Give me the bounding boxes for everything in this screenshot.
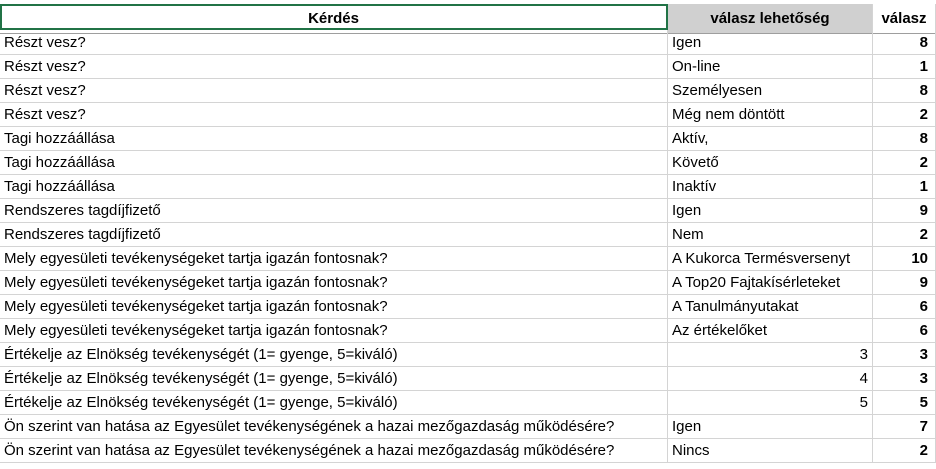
answer-option-cell[interactable]: 4 [668, 367, 873, 391]
table-row [0, 391, 936, 415]
answer-option-cell[interactable]: A Kukorca Termésversenyt [668, 247, 873, 271]
question-cell[interactable]: Ön szerint van hatása az Egyesület tevékenységének a hazai mezőgazdaság működésére? [0, 439, 668, 463]
question-cell[interactable]: Értékelje az Elnökség tevékenységét (1= gyenge, 5=kiváló) [0, 391, 668, 415]
table-row [0, 127, 936, 151]
answer-count-cell[interactable]: 8 [873, 31, 936, 55]
answer-option-cell[interactable]: Még nem döntött [668, 103, 873, 127]
table-row [0, 55, 936, 79]
table-row [0, 319, 936, 343]
table-row [0, 223, 936, 247]
answer-count-cell[interactable]: 7 [873, 415, 936, 439]
table-row [0, 367, 936, 391]
question-cell[interactable]: Tagi hozzáállása [0, 175, 668, 199]
question-cell[interactable]: Rendszeres tagdíjfizető [0, 223, 668, 247]
question-cell[interactable]: Értékelje az Elnökség tevékenységét (1= gyenge, 5=kiváló) [0, 343, 668, 367]
answer-count-cell[interactable]: 2 [873, 151, 936, 175]
question-cell[interactable]: Ön szerint van hatása az Egyesület tevékenységének a hazai mezőgazdaság működésére? [0, 415, 668, 439]
question-cell[interactable]: Értékelje az Elnökség tevékenységét (1= gyenge, 5=kiváló) [0, 367, 668, 391]
question-cell[interactable]: Részt vesz? [0, 31, 668, 55]
answer-count-cell[interactable]: 3 [873, 343, 936, 367]
answer-count-cell[interactable]: 2 [873, 223, 936, 247]
answer-option-cell[interactable]: Nincs [668, 439, 873, 463]
answer-count-cell[interactable]: 10 [873, 247, 936, 271]
answer-count-cell[interactable]: 9 [873, 199, 936, 223]
header-cell-valasz-lehetoseg[interactable]: válasz lehetőség [668, 4, 873, 34]
answer-option-cell[interactable]: Aktív, [668, 127, 873, 151]
question-cell[interactable]: Rendszeres tagdíjfizető [0, 199, 668, 223]
header-cell-kerdes[interactable]: Kérdés [0, 4, 668, 34]
answer-count-cell[interactable]: 1 [873, 55, 936, 79]
table-row [0, 79, 936, 103]
question-cell[interactable]: Részt vesz? [0, 79, 668, 103]
answer-option-cell[interactable]: Inaktív [668, 175, 873, 199]
answer-count-cell[interactable]: 8 [873, 127, 936, 151]
question-cell[interactable]: Mely egyesületi tevékenységeket tartja igazán fontosnak? [0, 271, 668, 295]
question-cell[interactable]: Részt vesz? [0, 103, 668, 127]
table-row [0, 199, 936, 223]
table-row [0, 439, 936, 463]
answer-option-cell[interactable]: Igen [668, 31, 873, 55]
table-row [0, 295, 936, 319]
table-row [0, 31, 936, 55]
header-row [0, 4, 936, 34]
table-row [0, 415, 936, 439]
table-row [0, 247, 936, 271]
question-cell[interactable]: Mely egyesületi tevékenységeket tartja igazán fontosnak? [0, 295, 668, 319]
table-row [0, 151, 936, 175]
answer-option-cell[interactable]: 5 [668, 391, 873, 415]
question-cell[interactable]: Tagi hozzáállása [0, 151, 668, 175]
answer-option-cell[interactable]: Követő [668, 151, 873, 175]
question-cell[interactable]: Mely egyesületi tevékenységeket tartja igazán fontosnak? [0, 247, 668, 271]
answer-count-cell[interactable]: 8 [873, 79, 936, 103]
answer-count-cell[interactable]: 2 [873, 103, 936, 127]
answer-count-cell[interactable]: 1 [873, 175, 936, 199]
answer-count-cell[interactable]: 9 [873, 271, 936, 295]
answer-option-cell[interactable]: Igen [668, 415, 873, 439]
answer-option-cell[interactable]: On-line [668, 55, 873, 79]
answer-option-cell[interactable]: A Tanulmányutakat [668, 295, 873, 319]
answer-count-cell[interactable]: 5 [873, 391, 936, 415]
answer-option-cell[interactable]: Személyesen [668, 79, 873, 103]
answer-option-cell[interactable]: Nem [668, 223, 873, 247]
answer-count-cell[interactable]: 2 [873, 439, 936, 463]
header-cell-valasz[interactable]: válasz [873, 4, 936, 34]
table-row [0, 343, 936, 367]
answer-count-cell[interactable]: 3 [873, 367, 936, 391]
table-row [0, 103, 936, 127]
table-row [0, 175, 936, 199]
answer-count-cell[interactable]: 6 [873, 319, 936, 343]
question-cell[interactable]: Tagi hozzáállása [0, 127, 668, 151]
answer-count-cell[interactable]: 6 [873, 295, 936, 319]
table-row [0, 271, 936, 295]
answer-option-cell[interactable]: Az értékelőket [668, 319, 873, 343]
answer-option-cell[interactable]: 3 [668, 343, 873, 367]
answer-option-cell[interactable]: Igen [668, 199, 873, 223]
question-cell[interactable]: Részt vesz? [0, 55, 668, 79]
question-cell[interactable]: Mely egyesületi tevékenységeket tartja igazán fontosnak? [0, 319, 668, 343]
answer-option-cell[interactable]: A Top20 Fajtakísérleteket [668, 271, 873, 295]
